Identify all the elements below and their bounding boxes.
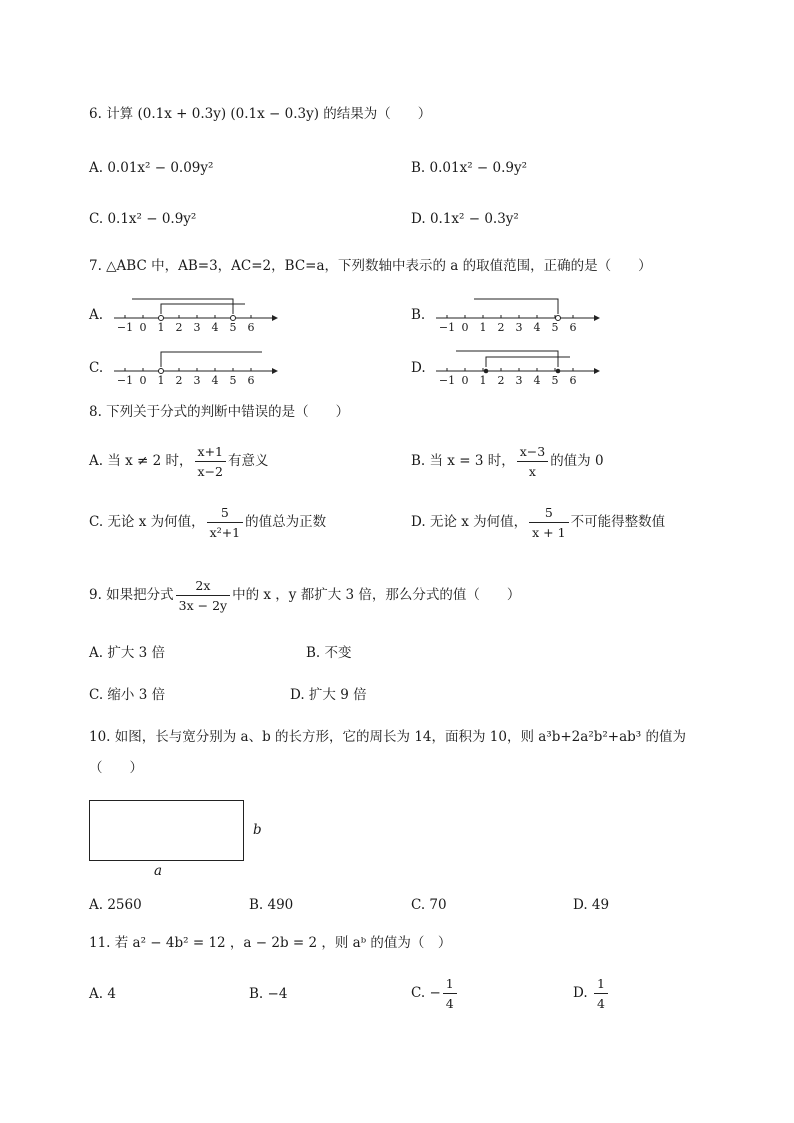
option-pre: 无论 x 为何值， <box>107 514 205 530</box>
q6-expr-b: (0.1x − 0.3y) <box>230 106 319 122</box>
q9-stem-pre: 9. 如果把分式 <box>89 587 174 603</box>
tick-label: 0 <box>139 374 147 387</box>
tick-label: 0 <box>139 321 147 334</box>
option-text: 0.01x² − 0.09y² <box>107 160 214 176</box>
fraction <box>443 976 457 1011</box>
option-label: D. <box>411 514 426 530</box>
q7-option-c-label: C. <box>89 360 104 376</box>
option-post: 不可能得整数值 <box>570 514 666 530</box>
tick-label: 6 <box>247 321 255 334</box>
option-pre: 无论 x 为何值， <box>429 514 528 530</box>
q8-option-c <box>89 505 326 540</box>
numerator: 1 <box>443 976 457 994</box>
option-label: B. <box>411 160 426 176</box>
tick-label: 1 <box>157 321 165 334</box>
q9-option-c: C. 缩小 3 倍 <box>89 687 166 703</box>
fraction <box>594 976 608 1011</box>
tick-label: 1 <box>479 374 487 387</box>
q7-numberline-a <box>112 294 282 334</box>
q11-option-d <box>573 976 610 1011</box>
option-label: C. <box>89 211 104 227</box>
q8-option-a <box>89 444 269 479</box>
tick-label: 4 <box>211 321 219 334</box>
option-label: C. <box>411 985 426 1001</box>
q6-number: 6. <box>89 106 102 122</box>
q9-stem-post: 中的 x ，y 都扩大 3 倍，那么分式的值（ ） <box>232 587 521 603</box>
q8-stem: 8. 下列关于分式的判断中错误的是（ ） <box>89 404 350 420</box>
numerator: x+1 <box>195 444 226 462</box>
q10-option-d: D. 49 <box>573 897 610 913</box>
q8-option-d <box>411 505 665 540</box>
fraction <box>195 444 226 479</box>
option-post: 有意义 <box>228 453 269 469</box>
tick-label: 3 <box>515 321 523 334</box>
option-text: 0.01x² − 0.9y² <box>429 160 528 176</box>
option-pre: 当 x ≠ 2 时， <box>107 453 193 469</box>
minus-sign: − <box>429 985 441 1001</box>
q6-option-d <box>411 213 519 227</box>
q7-stem: 7. △ABC 中，AB=3，AC=2，BC=a，下列数轴中表示的 a 的取值范围，正确的是（ ） <box>89 258 652 274</box>
q7-numberline-c <box>112 347 282 387</box>
q11-option-b: B. −4 <box>249 986 288 1002</box>
q6-option-b <box>411 162 527 176</box>
option-label: D. <box>573 985 588 1001</box>
option-label: C. <box>89 514 104 530</box>
tick-label: 1 <box>157 374 165 387</box>
option-post: 的值总为正数 <box>245 514 327 530</box>
tick-label: 6 <box>569 321 577 334</box>
option-post: 的值为 0 <box>550 453 604 469</box>
option-pre: 当 x = 3 时， <box>429 453 515 469</box>
q6-expr-a: (0.1x + 0.3y) <box>137 106 227 122</box>
denominator: 3x − 2y <box>178 598 228 613</box>
q11-option-a: A. 4 <box>89 986 116 1002</box>
tick-label: −1 <box>438 321 456 334</box>
fraction <box>529 505 568 540</box>
option-label: D. <box>411 211 426 227</box>
tick-label: 2 <box>497 374 505 387</box>
fraction <box>517 444 548 479</box>
q7-option-b-label: B. <box>411 307 426 323</box>
tick-label: −1 <box>438 374 456 387</box>
tick-label: 0 <box>461 321 469 334</box>
tick-label: 5 <box>551 321 559 334</box>
denominator: x + 1 <box>532 525 566 540</box>
numerator: 5 <box>207 505 244 523</box>
q6-stem-post: 的结果为（ ） <box>323 106 432 122</box>
q9-stem <box>89 578 520 613</box>
tick-label: −1 <box>116 321 134 334</box>
q7-numberline-b <box>434 294 604 334</box>
q6-option-c <box>89 213 196 227</box>
tick-label: 5 <box>229 374 237 387</box>
tick-label: 4 <box>533 321 541 334</box>
tick-label: 5 <box>229 321 237 334</box>
q9-option-a: A. 扩大 3 倍 <box>89 645 166 661</box>
q7-option-a-label: A. <box>89 307 104 323</box>
q6-stem-pre: 计算 <box>106 106 134 122</box>
q11-option-c <box>411 976 459 1011</box>
tick-label: −1 <box>116 374 134 387</box>
denominator: 4 <box>445 996 454 1011</box>
q10-label-b: b <box>253 822 262 838</box>
q10-option-c: C. 70 <box>411 897 447 913</box>
q9-option-b: B. 不变 <box>306 645 352 661</box>
q6-option-a <box>89 162 213 176</box>
q7-numberline-d <box>434 347 604 387</box>
option-text: 0.1x² − 0.9y² <box>107 211 197 227</box>
tick-label: 2 <box>175 374 183 387</box>
tick-label: 3 <box>193 374 201 387</box>
q10-option-a: A. 2560 <box>89 897 142 913</box>
q10-paren: （ ） <box>89 760 143 776</box>
option-label: B. <box>411 453 426 469</box>
tick-label: 1 <box>479 321 487 334</box>
denominator: 4 <box>596 996 605 1011</box>
q10-option-b: B. 490 <box>249 897 294 913</box>
tick-label: 6 <box>569 374 577 387</box>
tick-label: 0 <box>461 374 469 387</box>
tick-label: 2 <box>175 321 183 334</box>
option-text: 0.1x² − 0.3y² <box>429 211 519 227</box>
numerator: 5 <box>529 505 568 523</box>
option-label: A. <box>89 453 104 469</box>
denominator: x²+1 <box>209 525 241 540</box>
tick-label: 3 <box>515 374 523 387</box>
q9-option-d: D. 扩大 9 倍 <box>290 687 367 703</box>
fraction <box>207 505 244 540</box>
tick-label: 4 <box>211 374 219 387</box>
q8-option-b <box>411 444 604 479</box>
q7-option-d-label: D. <box>411 360 426 376</box>
numerator: x−3 <box>517 444 548 462</box>
tick-label: 2 <box>497 321 505 334</box>
tick-label: 3 <box>193 321 201 334</box>
q10-label-a: a <box>154 863 163 879</box>
q6-stem <box>89 108 431 122</box>
tick-label: 4 <box>533 374 541 387</box>
q10-rectangle-figure <box>89 800 244 861</box>
q10-stem: 10. 如图，长与宽分别为 a、b 的长方形，它的周长为 14，面积为 10，则 a³b+2a²b²+ab³ 的值为 <box>89 729 686 745</box>
option-label: A. <box>89 160 104 176</box>
numerator: 1 <box>594 976 608 994</box>
q11-stem: 11. 若 a² − 4b² = 12 ，a − 2b = 2 ，则 aᵇ 的值为（ ） <box>89 935 452 951</box>
denominator: x <box>528 464 536 479</box>
numerator: 2x <box>176 578 230 596</box>
denominator: x−2 <box>197 464 224 479</box>
tick-label: 5 <box>551 374 559 387</box>
fraction <box>176 578 230 613</box>
tick-label: 6 <box>247 374 255 387</box>
